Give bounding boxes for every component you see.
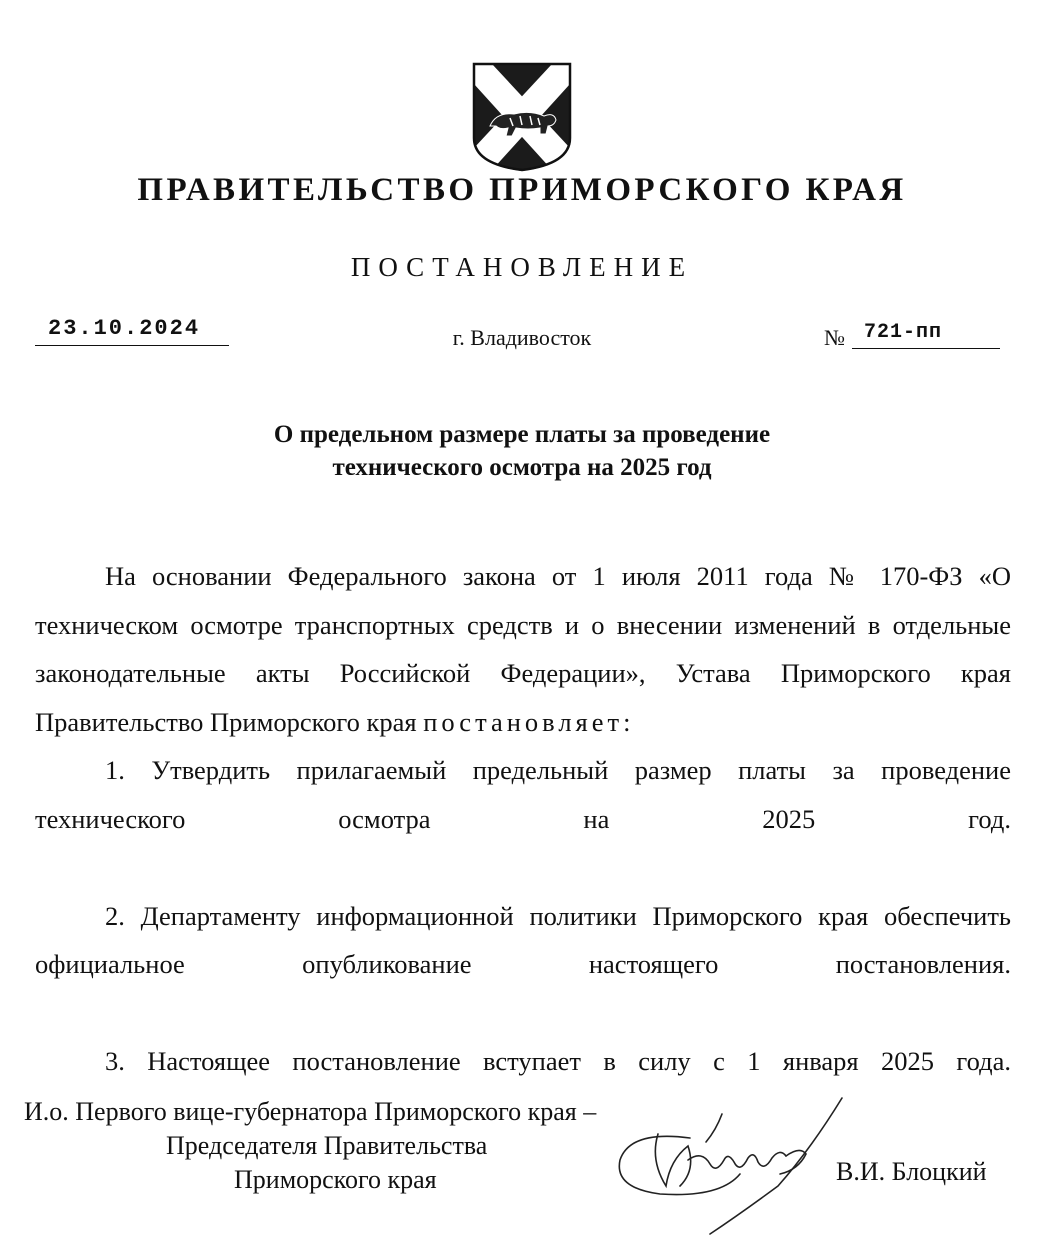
position-line-2: Председателя Правительства [166,1131,488,1160]
item-3: 3. Настоящее постановление вступает в силу с 1 января 2025 года. [105,1046,1011,1076]
number-sign: № [824,325,845,350]
item-1: 1. Утвердить прилагаемый предельный размер платы за проведение технического осмотра на 2025 год. [35,755,1011,834]
position-line-1: И.о. Первого вице-губернатора Приморского края – [24,1097,597,1126]
subject-line-1: О предельном размере платы за проведение [273,421,771,448]
number-underline [852,348,1000,349]
item-2: 2. Департаменту информационной политики Приморского края обеспечить официальное опубликование настоящего постановления. [35,900,1011,979]
signatory-position [24,1095,596,1197]
government-title: ПРАВИТЕЛЬСТВО ПРИМОРСКОГО КРАЯ [137,172,907,208]
signature-icon [610,1090,850,1240]
document-type: ПОСТАНОВЛЕНИЕ [350,252,694,282]
document-date: 23.10.2024 [48,316,201,341]
document-city: г. Владивосток [452,325,592,350]
coat-of-arms-icon [470,60,574,174]
document-number: 721-пп [864,321,943,344]
document-body [35,552,1011,1134]
position-line-3: Приморского края [234,1165,437,1194]
preamble-text: На основании Федерального закона от 1 июля 2011 года № 170-ФЗ «О техническом осмотре транспортных средств и о внесении изменений в отдельные законодательные акты Российской Федерации», Устава Приморского края Правительство Приморского края [35,561,1011,737]
document-subject [0,418,1044,484]
preamble-paragraph [35,552,1011,746]
signatory-name: В.И. Блоцкий [836,1157,987,1186]
preamble-verb: постановляет: [423,706,635,737]
subject-line-2: технического осмотра на 2025 год [332,454,712,481]
